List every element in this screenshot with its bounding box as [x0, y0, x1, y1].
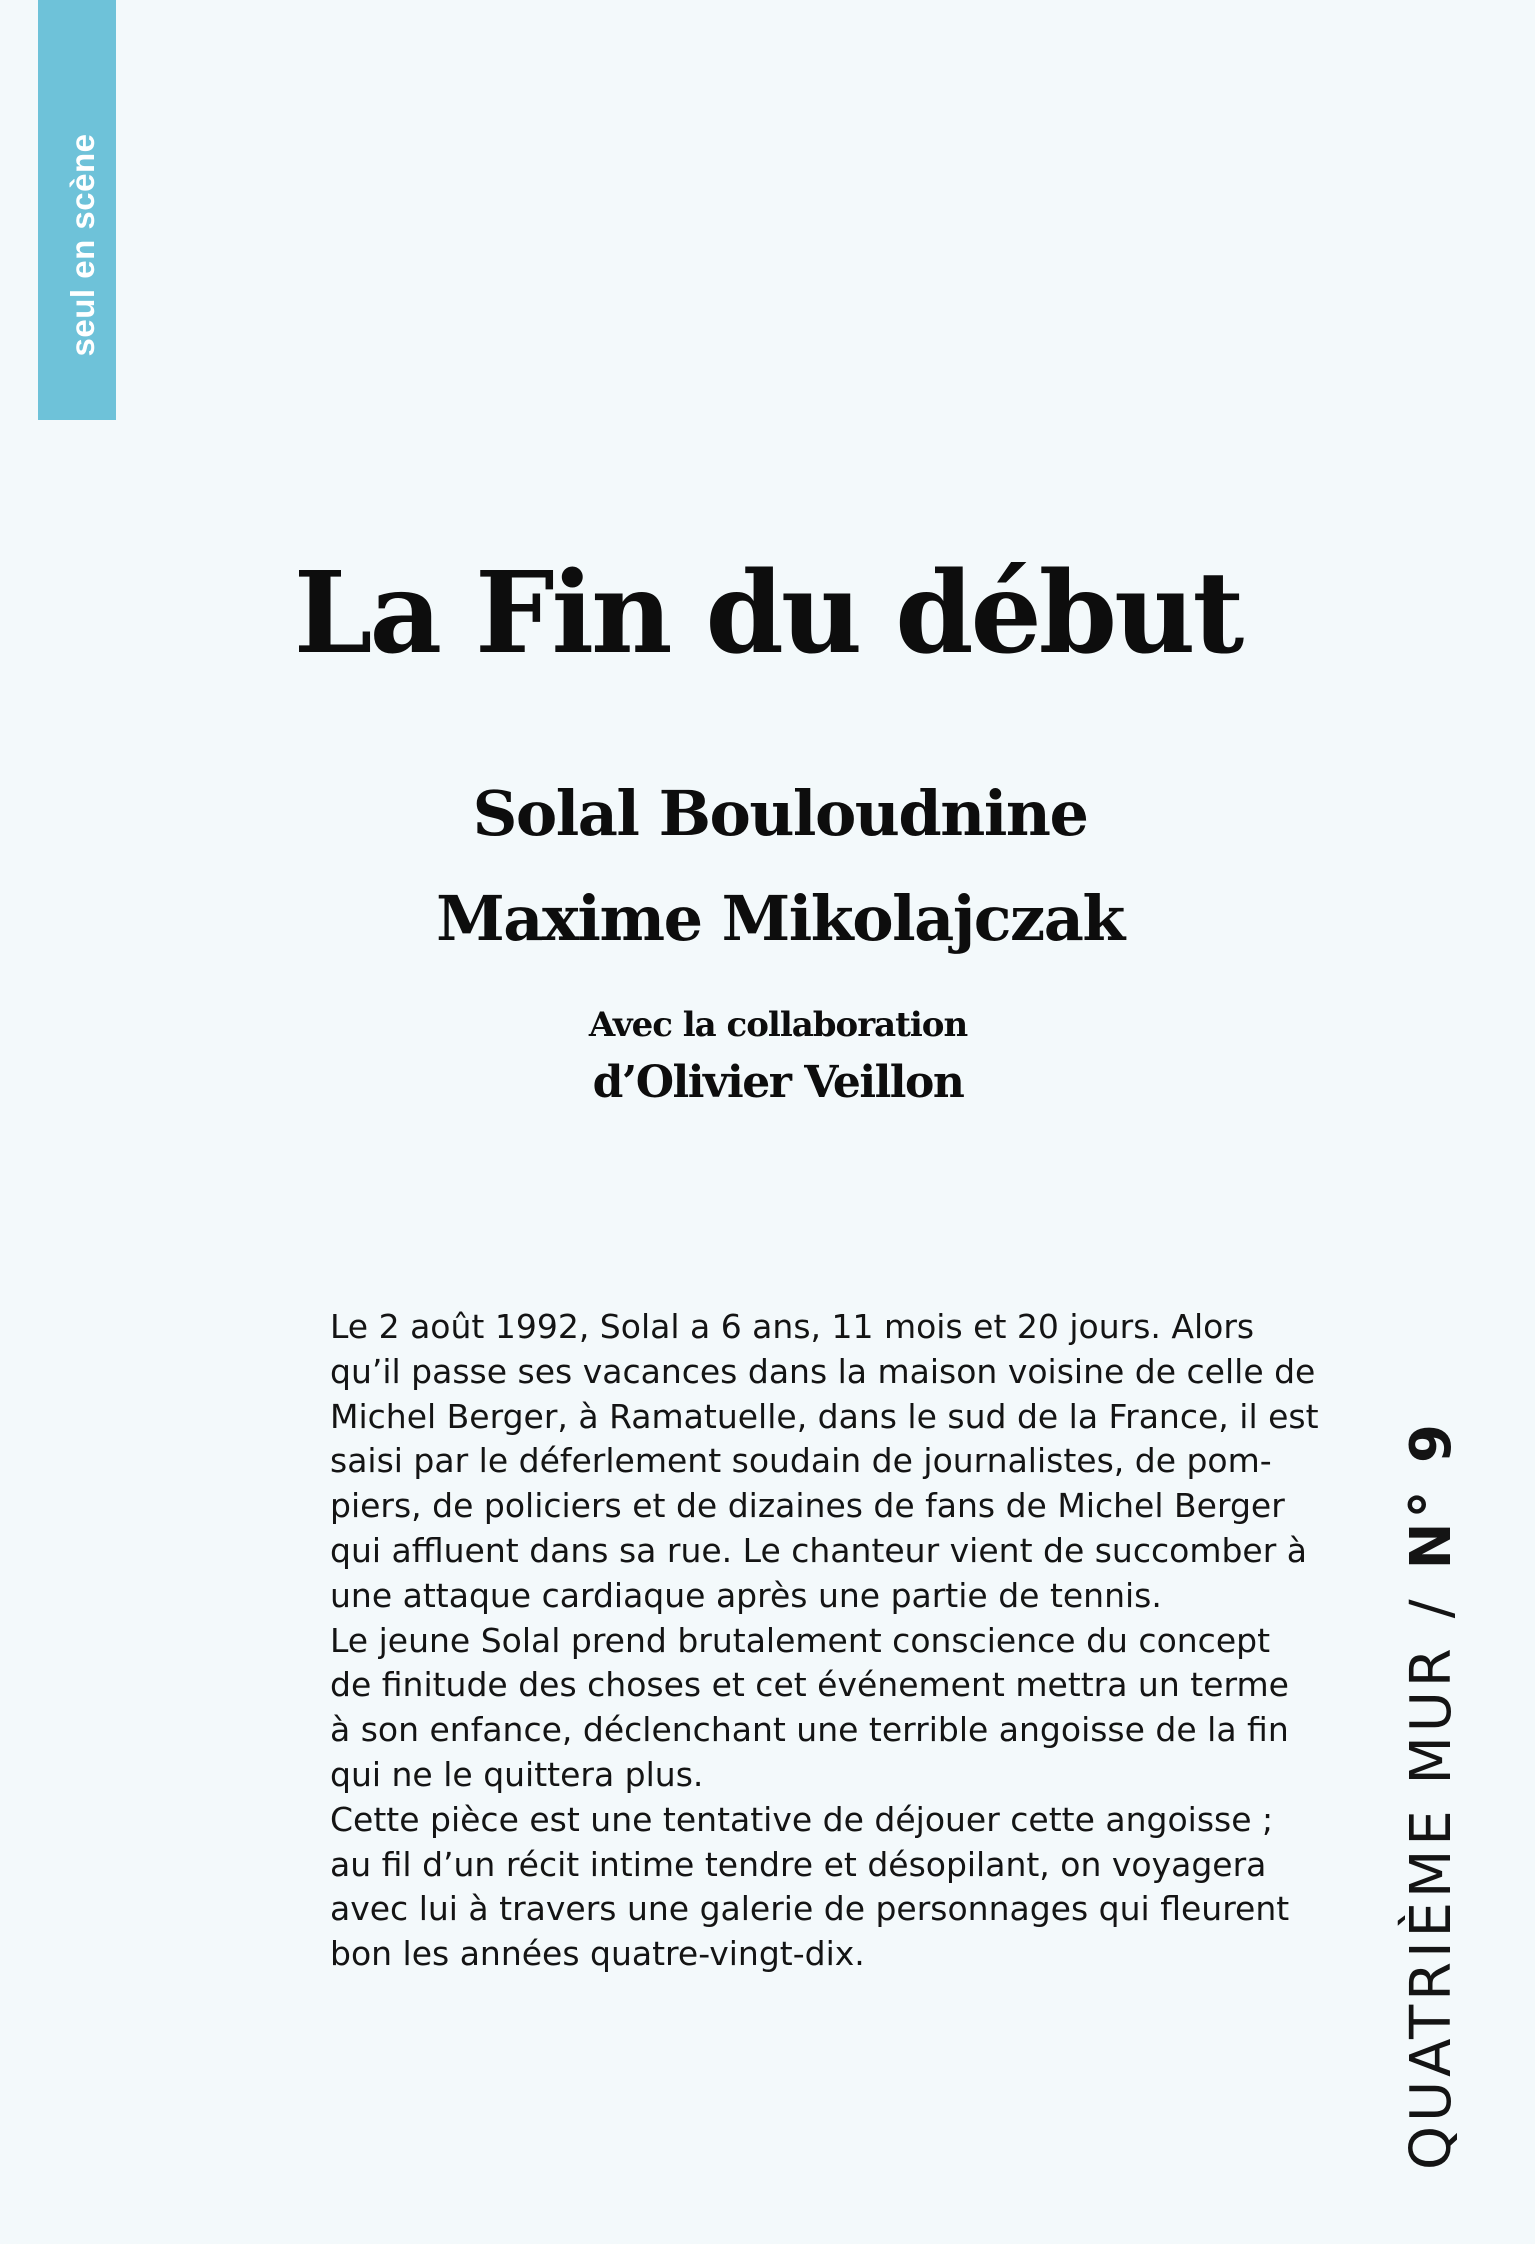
blurb-line: avec lui à travers une galerie de personnages qui fleurent	[330, 1889, 1290, 1929]
collection-label	[1399, 1420, 1464, 2170]
blurb-line: à son enfance, déclenchant une terrible angoisse de la fin	[330, 1710, 1289, 1750]
collection-name: QUATRIÈME MUR	[1399, 1644, 1464, 2170]
series-label: seul en scène	[64, 133, 101, 357]
collection-number: N° 9	[1399, 1420, 1464, 1570]
blurb-line: qui affluent dans sa rue. Le chanteur vient de succomber à	[330, 1530, 1307, 1570]
blurb-line: qu’il passe ses vacances dans la maison voisine de celle de	[330, 1351, 1316, 1391]
collaboration-intro: Avec la collaboration	[588, 1005, 968, 1045]
blurb-line: piers, de policiers et de dizaines de fans de Michel Berger	[330, 1486, 1285, 1526]
author-name: Maxime Mikolajczak	[436, 882, 1124, 955]
blurb-line: une attaque cardiaque après une partie de tennis.	[330, 1575, 1162, 1615]
blurb-line: saisi par le déferlement soudain de journalistes, de pom-	[330, 1441, 1272, 1481]
blurb-line: qui ne le quittera plus.	[330, 1754, 704, 1794]
blurb-line: Michel Berger, à Ramatuelle, dans le sud de la France, il est	[330, 1396, 1319, 1436]
book-title: La Fin du début	[293, 548, 1242, 679]
back-cover-blurb	[330, 1305, 1319, 1977]
blurb-line: Cette pièce est une tentative de déjouer cette angoisse ;	[330, 1799, 1274, 1839]
blurb-line: bon les années quatre-vingt-dix.	[330, 1934, 865, 1974]
blurb-line: Le 2 août 1992, Solal a 6 ans, 11 mois et 20 jours. Alors	[330, 1307, 1255, 1346]
blurb-line: au fil d’un récit intime tendre et désopilant, on voyagera	[330, 1844, 1267, 1884]
blurb-line: Le jeune Solal prend brutalement conscience du concept	[330, 1620, 1271, 1660]
author-name: Solal Bouloudnine	[472, 777, 1088, 850]
blurb-line: de finitude des choses et cet événement mettra un terme	[330, 1665, 1289, 1705]
collaborator-name: d’Olivier Veillon	[592, 1057, 964, 1108]
collection-separator: /	[1399, 1595, 1464, 1619]
